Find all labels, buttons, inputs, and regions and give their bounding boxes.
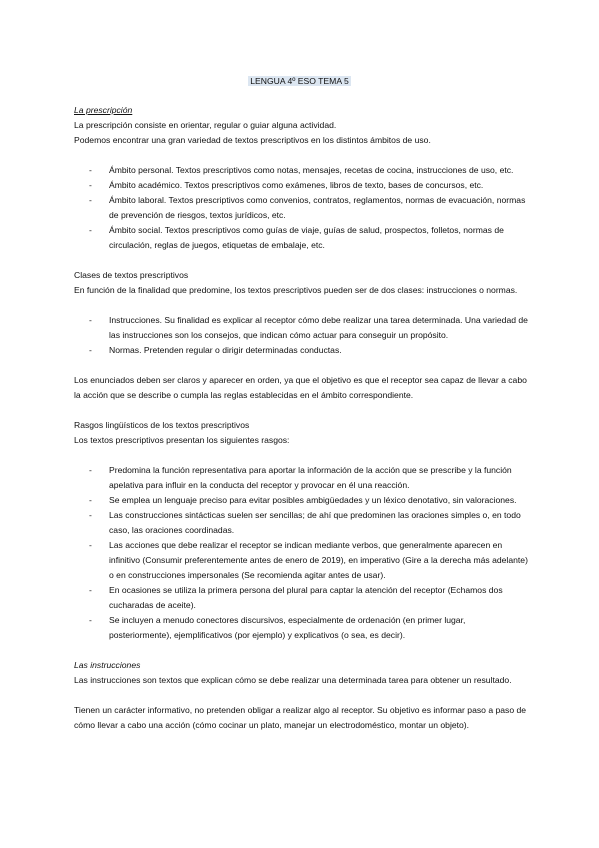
list-item: - Ámbito personal. Textos prescriptivos como notas, mensajes, recetas de cocina, instrucciones de uso, etc. xyxy=(74,163,529,178)
list-item: - Se emplea un lenguaje preciso para evitar posibles ambigüedades y un léxico denotativo, sin valoraciones. xyxy=(74,493,529,508)
list-item: - Ámbito social. Textos prescriptivos como guías de viaje, guías de salud, prospectos, folletos, normas de circulación, reglas de juegos, etiquetas de embalaje, etc. xyxy=(74,223,529,253)
paragraph: En función de la finalidad que predomine, los textos prescriptivos pueden ser de dos clases: instrucciones o normas. xyxy=(74,285,518,295)
section-heading-prescripcion: La prescripción xyxy=(74,105,133,115)
paragraph: Los enunciados deben ser claros y aparecer en orden, ya que el objetivo es que el receptor sea capaz de llevar a cabo la acción que se describe o cumpla las reglas establecidas en el ámbito correspondiente. xyxy=(74,375,527,400)
paragraph: Tienen un carácter informativo, no pretenden obligar a realizar algo al receptor. Su objetivo es informar paso a paso de cómo llevar a cabo una acción (cómo cocinar un plato, manejar un electrodoméstico, montar un objeto). xyxy=(74,705,527,730)
list-item: - Se incluyen a menudo conectores discursivos, especialmente de ordenación (en primer lugar, posteriormente), ejemplificativos (por ejemplo) y explicativos (o sea, es decir). xyxy=(74,613,529,643)
list-item: - Normas. Pretenden regular o dirigir determinadas conductas. xyxy=(74,343,529,358)
list-item: - Instrucciones. Su finalidad es explicar al receptor cómo debe realizar una tarea determinada. Una variedad de las instrucciones son los consejos, que indican cómo actuar para conseguir un propósito. xyxy=(74,313,529,343)
list-item: - Ámbito académico. Textos prescriptivos como exámenes, libros de texto, bases de concursos, etc. xyxy=(74,178,529,193)
list-item: - Las acciones que debe realizar el receptor se indican mediante verbos, que generalmente aparecen en infinitivo (Consumir preferentemente antes de enero de 2019), en imperativo (Gire a la derecha más adelante) o en construcciones impersonales (Se recomienda agitar antes de usar). xyxy=(74,538,529,583)
rasgos-list xyxy=(74,463,529,643)
ambitos-list xyxy=(74,163,529,253)
paragraph-line: La prescripción consiste en orientar, regular o guiar alguna actividad. xyxy=(74,120,337,130)
clases-list xyxy=(74,313,529,358)
list-item: - Ámbito laboral. Textos prescriptivos como convenios, contratos, reglamentos, normas de evacuación, normas de prevención de riesgos, textos jurídicos, etc. xyxy=(74,193,529,223)
list-item: - Las construcciones sintácticas suelen ser sencillas; de ahí que predominen las oraciones simples o, en todo caso, las oraciones coordinadas. xyxy=(74,508,529,538)
section-heading-clases: Clases de textos prescriptivos xyxy=(74,270,189,280)
document-body xyxy=(74,103,529,733)
list-item: - En ocasiones se utiliza la primera persona del plural para captar la atención del receptor (Echamos dos cucharadas de aceite). xyxy=(74,583,529,613)
list-item: - Predomina la función representativa para aportar la información de la acción que se prescribe y la función apelativa para influir en la conducta del receptor y provocar en él una reacción. xyxy=(74,463,529,493)
paragraph-line: Podemos encontrar una gran variedad de textos prescriptivos en los distintos ámbitos de uso. xyxy=(74,135,431,145)
paragraph: Las instrucciones son textos que explican cómo se debe realizar una determinada tarea para obtener un resultado. xyxy=(74,675,512,685)
document-title-text: LENGUA 4º ESO TEMA 5 xyxy=(250,76,349,86)
document-title xyxy=(0,74,599,89)
section-heading-rasgos: Rasgos lingüísticos de los textos prescriptivos xyxy=(74,420,250,430)
section-heading-instrucciones: Las instrucciones xyxy=(74,660,141,670)
paragraph: Los textos prescriptivos presentan los siguientes rasgos: xyxy=(74,435,290,445)
